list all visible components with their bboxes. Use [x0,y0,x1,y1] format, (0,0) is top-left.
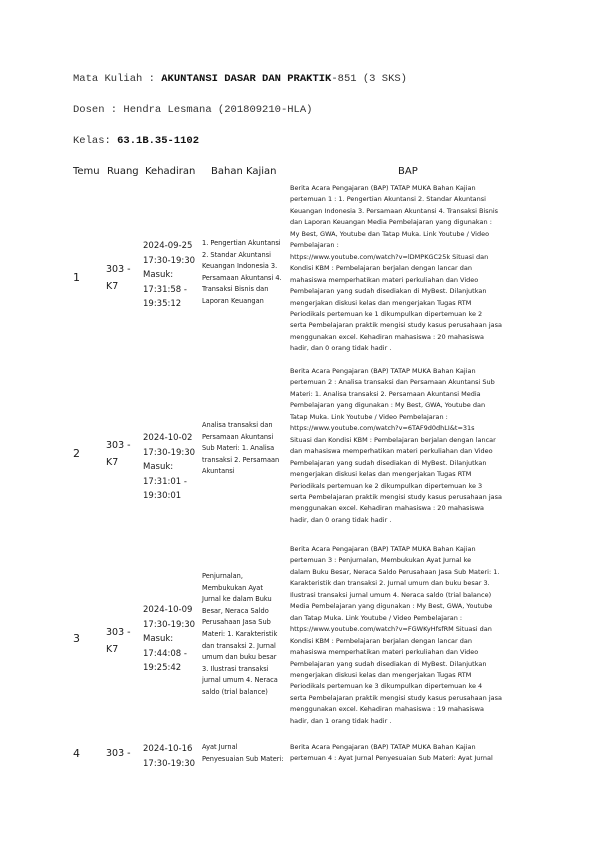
bap-text-line: https://www.youtube.com/watch?v=lDMPKGC25k Situasi dan [290,252,489,261]
bap-text-line: dalam Buku Besar, Neraca Saldo Perusahaan Jasa Sub Materi: 1. [290,567,500,576]
room [106,624,131,658]
bap-text-line: serta Pembelajaran praktik mengisi study kasus perusahaan jasa [290,321,502,330]
room [106,437,131,471]
bap-text-line: Pembelajaran yang sudah disediakan di MyBest. Dilanjutkan [290,659,487,668]
study-material-line: Perusahaan Jasa Sub [202,618,271,627]
study-material-line: 2. Standar Akuntansi [202,250,271,259]
bap-text-line: mahasiswa memperhatikan materi perkuliahan dan Video [290,648,479,657]
bap-text-line: Berita Acara Pengajaran (BAP) TATAP MUKA Bahan Kajian [290,367,476,375]
bap-text-line: Kondisi KBM : Pembelajaran berjalan dengan lancar dan [290,636,472,645]
attendance-line: 17:30-19:30 [143,447,196,458]
study-material-line: Keuangan Indonesia 3. [202,262,278,271]
bap-text-line: Materi: 1. Analisa transaksi 2. Persamaan Akuntansi Media [290,389,481,398]
bap-text-line: Pembelajaran yang sudah disediakan di MyBest. Dilanjutkan [290,287,487,296]
bap-text-line: serta Pembelajaran praktik mengisi study kasus perusahaan jasa [290,693,502,702]
study-material-line: 1. Pengertian Akuntansi [202,239,281,247]
lecturer-name: Hendra Lesmana (201809210-HLA) [123,104,313,116]
class-label: Kelas: [73,135,111,147]
bap-text-line: dan mahasiswa memperhatikan materi perkuliahan dan Video [290,447,493,456]
attendance-line: 2024-10-16 [143,744,193,754]
study-material-line: Laporan Keuangan [202,296,264,305]
course-label: Mata Kuliah : [73,73,155,85]
attendance [143,431,195,504]
bap-text-line: Pembelajaran yang sudah disediakan di MyBest. Dilanjutkan [290,458,487,467]
study-material [202,742,290,765]
study-material-line: Materi: 1. Karakteristik [202,629,278,638]
bap-text-line: Periodikals pertemuan ke 2 dikumpulkan dipertemuan ke 3 [290,481,483,490]
study-material-line: Besar, Neraca Saldo [202,606,269,615]
room-line: K7 [106,457,119,468]
study-material-line: Analisa transaksi dan [202,421,273,429]
bap-text-line: mengerjakan diskusi kelas dan mengerjakan Tugas RTM [290,298,472,307]
bap-text-line: Situasi dan Kondisi KBM : Pembelajaran berjalan dengan lancar [290,435,496,444]
bap-text-line: Pembelajaran yang digunakan : My Best, GWA, Youtube dan [290,401,486,410]
bap-text-line: dan Tatap Muka. Link Youtube / Video Pembelajaran : [290,613,463,622]
attendance-line: 19:35:12 [143,299,182,310]
room [106,745,131,762]
meeting-number: 3 [73,632,80,645]
col-bap: BAP [398,166,418,177]
attendance-line: 2024-09-25 [143,241,193,251]
bap-text-line: pertemuan 1 : 1. Pengertian Akuntansi 2. Standar Akuntansi [290,195,486,204]
col-temu: Temu [73,166,100,177]
attendance-line: 17:30-19:30 [143,619,196,630]
attendance-line: 2024-10-02 [143,433,193,443]
study-material-line: jurnal umum 4. Neraca [202,676,278,685]
bap-text-line: Kondisi KBM : Pembelajaran berjalan dengan lancar dan [290,264,472,273]
bap-text-line: Keuangan Indonesia 3. Persamaan Akuntansi 4. Transaksi Bisnis [290,206,499,215]
lecturer-label: Dosen : [73,104,118,116]
study-material [202,420,290,478]
course-line [73,73,407,85]
table-header [0,166,595,180]
attendance-line: 17:30-19:30 [143,758,196,769]
attendance-line: 2024-10-09 [143,605,193,615]
study-material-line: Jurnal ke dalam Buku [202,595,272,604]
class-line [73,135,199,147]
attendance-line: 19:30:01 [143,491,182,502]
bap-text-line: menggunakan excel. Kehadiran mahasiswa : 20 mahasiswa [290,504,484,513]
bap-text-line: menggunakan excel. Kehadiran mahasiswa : 19 mahasiswa [290,705,484,714]
attendance-line: 17:44:08 - [143,648,187,659]
study-material-line: Persamaan Akuntansi 4. [202,273,282,282]
study-material-line: Persamaan Akuntansi [202,432,274,441]
bap-text-line: Periodikals pertemuan ke 3 dikumpulkan dipertemuan ke 4 [290,682,483,691]
bap-text-line: menggunakan excel. Kehadiran mahasiswa : 20 mahasiswa [290,332,484,341]
bap-text-line: Media Pembelajaran yang digunakan : My Best, GWA, Youtube [290,602,493,611]
bap-text-line: https://www.youtube.com/watch?v=FGWKyHfsfRM Situasi dan [290,625,492,634]
attendance [143,239,195,312]
study-material-line: Membukukan Ayat [202,583,263,592]
room [106,261,131,295]
bap-text-line: pertemuan 4 : Ayat Jurnal Penyesuaian Sub Materi: Ayat Jurnal [290,754,493,763]
study-material [202,571,290,699]
study-material-line: Penjurnalan, [202,572,243,580]
bap-text [290,183,528,355]
study-material [202,238,290,308]
meeting-number: 1 [73,271,80,284]
study-material-line: Ayat Jurnal [202,743,238,751]
bap-text-line: mahasiswa memperhatikan materi perkuliahan dan Video [290,275,479,284]
attendance-line: 17:31:01 - [143,476,187,487]
room-line: 303 - [106,440,131,451]
bap-text-line: Berita Acara Pengajaran (BAP) TATAP MUKA Bahan Kajian [290,743,476,751]
attendance-line: Masuk: [143,270,174,281]
bap-text-line: serta Pembelajaran praktik mengisi study kasus perusahaan jasa [290,492,502,501]
bap-text-line: pertemuan 3 : Penjurnalan, Membukukan Ayat Jurnal ke [290,556,472,565]
bap-text-line: Tatap Muka. Link Youtube / Video Pembelajaran : [290,412,448,421]
bap-text-line: Berita Acara Pengajaran (BAP) TATAP MUKA Bahan Kajian [290,545,476,553]
bap-text-line: hadir, dan 0 orang tidak hadir . [290,344,392,353]
bap-text-line: Berita Acara Pengajaran (BAP) TATAP MUKA Bahan Kajian [290,184,476,192]
study-material-line: Penyesuaian Sub Materi: [202,754,284,763]
bap-text-line: Karakteristik dan transaksi 2. Jurnal umum dan buku besar 3. [290,579,490,588]
attendance [143,742,195,771]
bap-text [290,742,528,765]
study-material-line: umum dan buku besar [202,653,277,662]
study-material-line: Transaksi Bisnis dan [202,285,269,294]
col-ruang: Ruang [107,166,139,177]
room-line: 303 - [106,627,131,638]
bap-text-line: hadir, dan 1 orang tidak hadir . [290,716,392,725]
meeting-number: 2 [73,447,80,460]
bap-text-line: mengerjakan diskusi kelas dan mengerjakan Tugas RTM [290,670,472,679]
room-line: 303 - [106,264,131,275]
meeting-number: 4 [73,747,80,760]
study-material-line: 3. Ilustrasi transaksi [202,664,269,673]
col-bahan-kajian: Bahan Kajian [211,166,277,177]
attendance-line: Masuk: [143,634,174,645]
study-material-line: saldo (trial balance) [202,687,268,696]
study-material-line: dan transaksi 2. Jurnal [202,641,276,650]
class-code: 63.1B.35-1102 [117,135,200,147]
bap-text-line: pertemuan 2 : Analisa transaksi dan Persamaan Akuntansi Sub [290,378,495,387]
bap-text-line: Periodikals pertemuan ke 1 dikumpulkan dipertemuan ke 2 [290,309,483,318]
bap-text-line: https://www.youtube.com/watch?v=6TAF9d0dhLI&t=31s [290,424,475,433]
course-code: -851 (3 SKS) [331,73,407,85]
study-material-line: Akuntansi [202,467,235,476]
attendance-line: 19:25:42 [143,663,182,674]
bap-text [290,544,528,727]
room-line: K7 [106,281,119,292]
attendance-line: 17:30-19:30 [143,255,196,266]
bap-text-line: Ilustrasi transaksi jurnal umum 4. Neraca saldo (trial balance) [290,590,492,599]
col-kehadiran: Kehadiran [145,166,196,177]
course-name: AKUNTANSI DASAR DAN PRAKTIK [161,73,332,85]
bap-text-line: dan Laporan Keuangan Media Pembelajaran yang digunakan : [290,218,492,227]
room-line: 303 - [106,748,131,759]
lecturer-line [73,104,312,116]
bap-text-line: hadir, dan 0 orang tidak hadir . [290,515,392,524]
attendance-line: Masuk: [143,462,174,473]
bap-text [290,366,528,526]
study-material-line: transaksi 2. Persamaan [202,455,280,464]
bap-text-line: Pembelajaran : [290,241,339,250]
room-line: K7 [106,644,119,655]
study-material-line: Sub Materi: 1. Analisa [202,444,275,453]
bap-text-line: mengerjakan diskusi kelas dan mengerjakan Tugas RTM [290,470,472,479]
bap-text-line: My Best, GWA, Youtube dan Tatap Muka. Link Youtube / Video [290,229,490,238]
attendance-line: 17:31:58 - [143,284,187,295]
attendance [143,603,195,676]
